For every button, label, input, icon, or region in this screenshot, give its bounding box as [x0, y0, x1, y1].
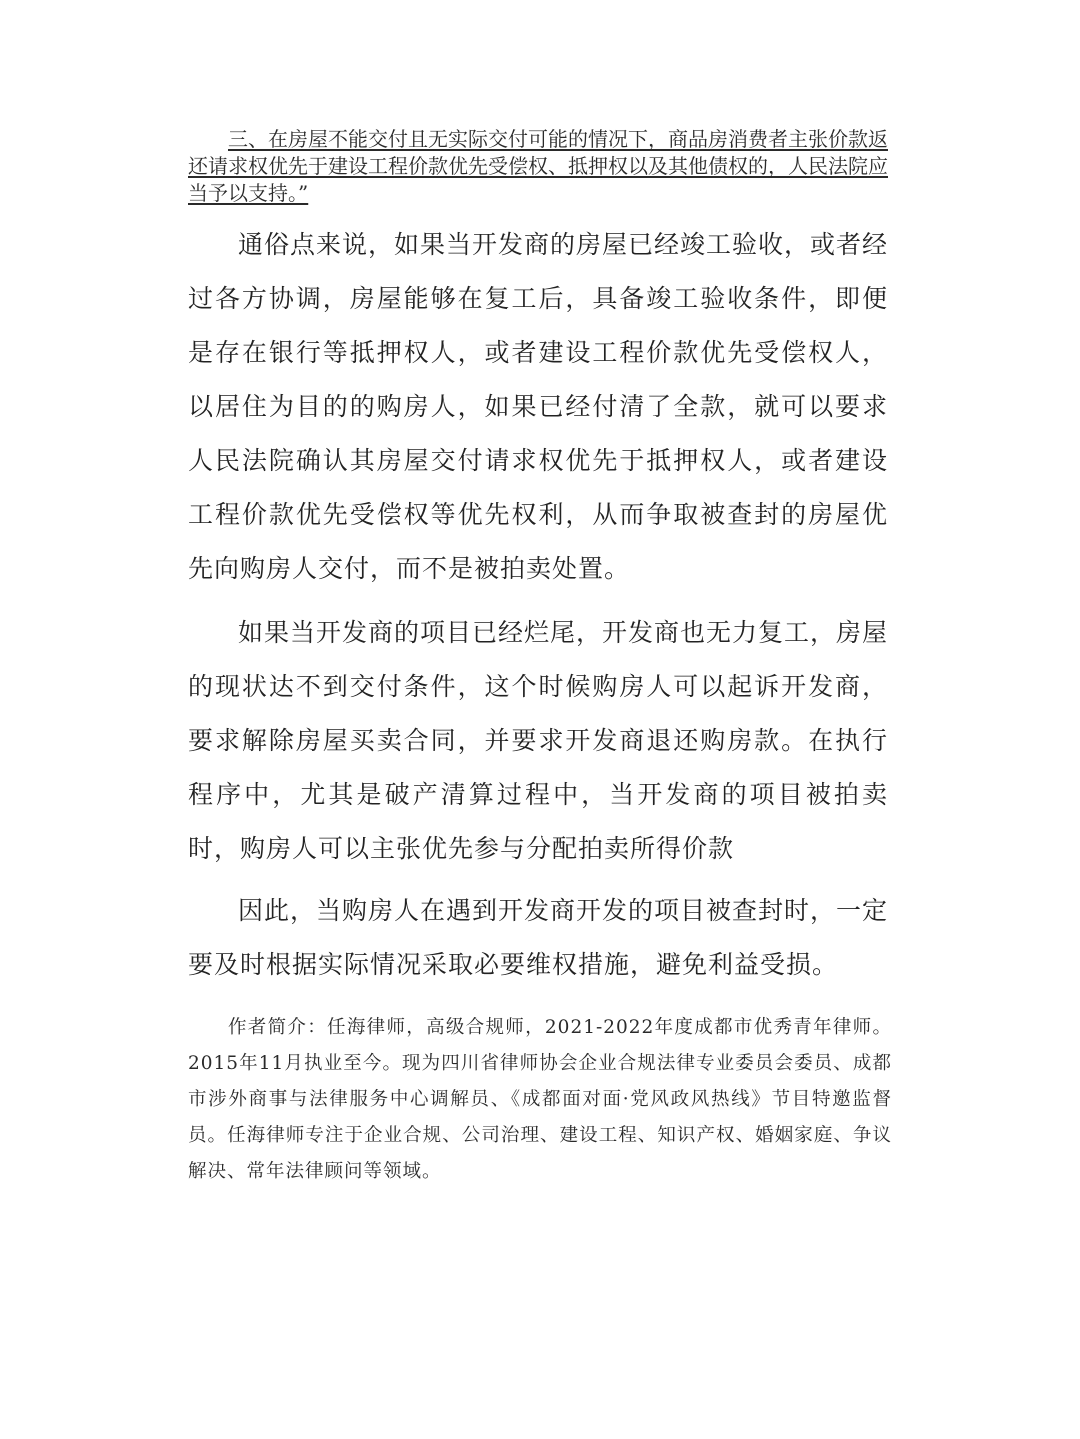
quoted-legal-clause: 三、在房屋不能交付且无实际交付可能的情况下，商品房消费者主张价款返还请求权优先于建设工程价款优先受偿权、抵押权以及其他债权的，人民法院应当予以支持。”: [188, 127, 888, 205]
author-bio: 作者简介：任海律师，高级合规师，2021-2022年度成都市优秀青年律师。2015年11月执业至今。现为四川省律师协会企业合规法律专业委员会委员、成都市涉外商事与法律服务中心调解员、《成都面对面·党风政风热线》节目特邀监督员。任海律师专注于企业合规、公司治理、建设工程、知识产权、婚姻家庭、争议解决、常年法律顾问等领域。: [188, 1017, 892, 1182]
body-paragraph-2: 如果当开发商的项目已经烂尾，开发商也无力复工，房屋的现状达不到交付条件，这个时候购房人可以起诉开发商，要求解除房屋买卖合同，并要求开发商退还购房款。在执行程序中，尤其是破产清算过程中，当开发商的项目被拍卖时，购房人可以主张优先参与分配拍卖所得价款: [188, 618, 889, 863]
body-paragraph-1: 通俗点来说，如果当开发商的房屋已经竣工验收，或者经过各方协调，房屋能够在复工后，具备竣工验收条件，即便是存在银行等抵押权人，或者建设工程价款优先受偿权人，以居住为目的的购房人，如果已经付清了全款，就可以要求人民法院确认其房屋交付请求权优先于抵押权人，或者建设工程价款优先受偿权等优先权利，从而争取被查封的房屋优先向购房人交付，而不是被拍卖处置。: [188, 230, 889, 583]
body-paragraph-3: 因此，当购房人在遇到开发商开发的项目被查封时，一定要及时根据实际情况采取必要维权措施，避免利益受损。: [188, 896, 889, 979]
